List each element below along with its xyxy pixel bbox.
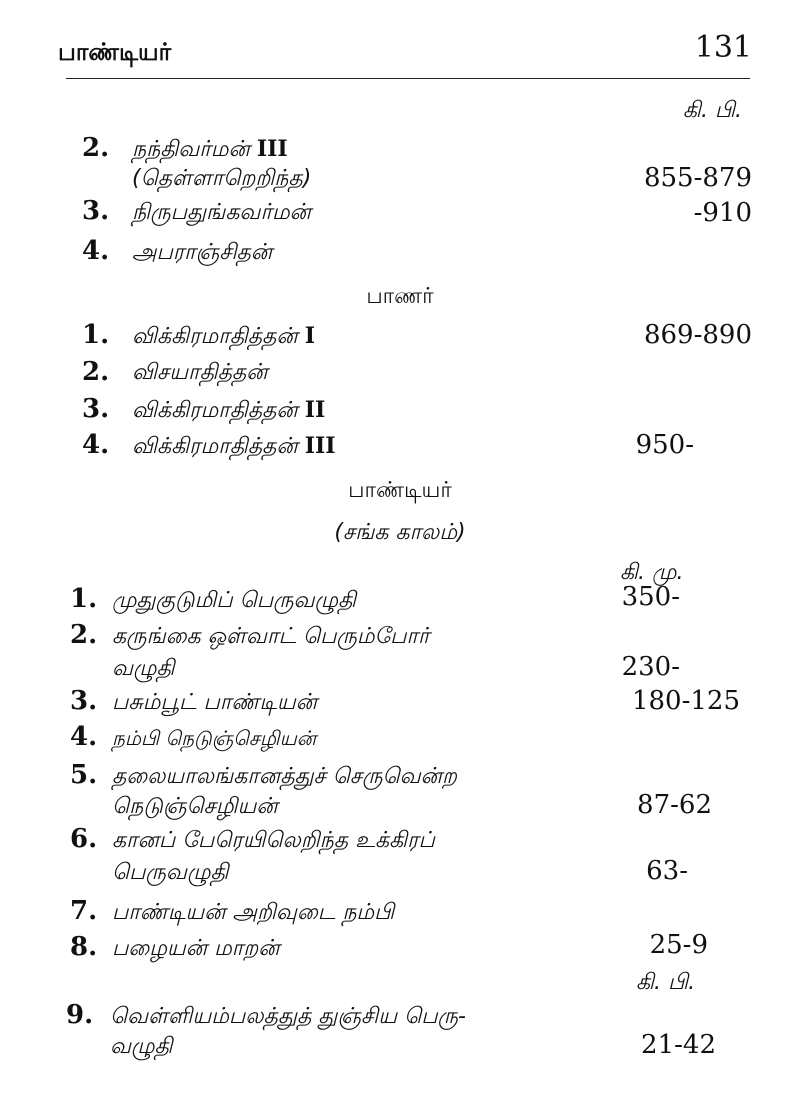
regnal-numeral: III — [304, 433, 336, 459]
regnal-numeral: I — [304, 323, 315, 349]
running-header-title: பாண்டியர் — [58, 38, 172, 66]
era-label-bc: கி. மு. — [620, 560, 684, 585]
era-label-ad: கி. பி. — [636, 970, 696, 995]
section-heading-banar: பாணர் — [366, 284, 434, 309]
section-heading-pandiyar: பாண்டியர் — [348, 478, 452, 503]
header-rule — [66, 78, 750, 79]
regnal-numeral: III — [256, 136, 288, 162]
regnal-numeral: II — [304, 397, 326, 423]
era-label-ad: கி. பி. — [682, 98, 742, 123]
page-number: 131 — [694, 30, 752, 65]
section-subheading-sangam: (சங்க காலம்) — [334, 520, 466, 545]
